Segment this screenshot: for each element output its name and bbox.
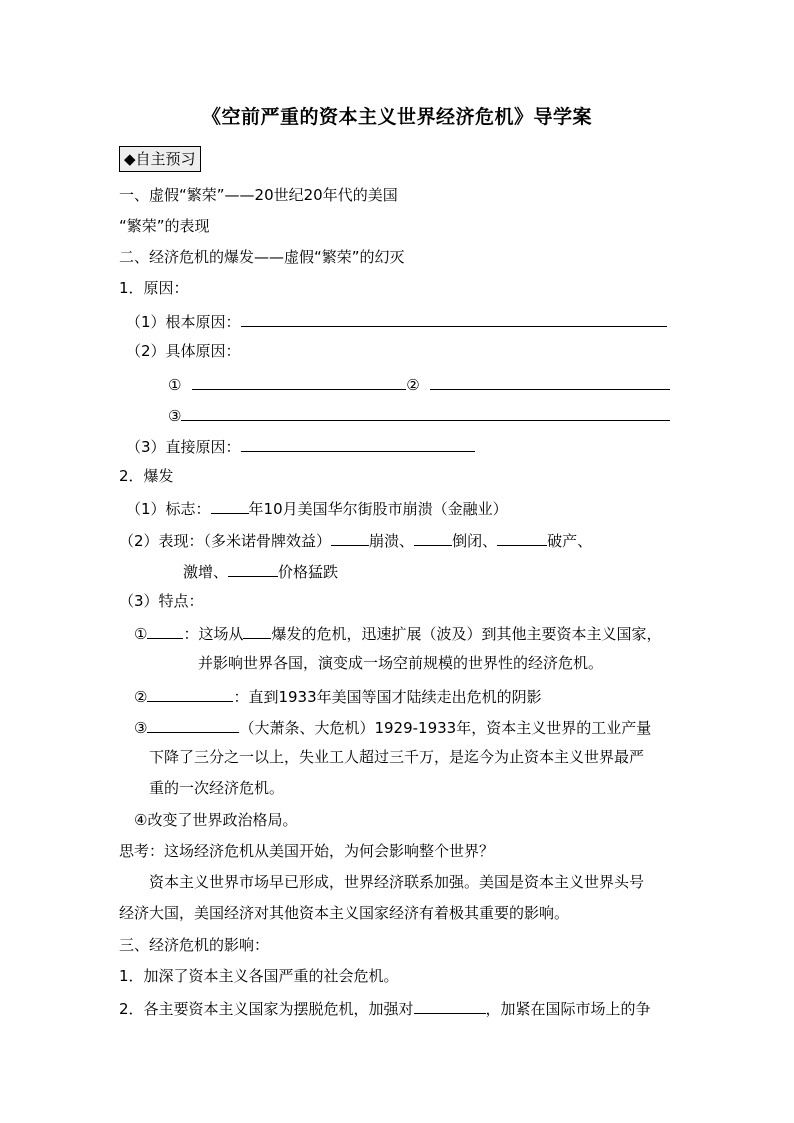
sign-label: （1）标志： [126,500,211,518]
year-blank[interactable] [211,496,249,514]
perf-text-c: 破产、 [547,532,593,550]
perf-text-b: 倒闭、 [452,532,498,550]
direct-cause-label: （3）直接原因： [126,438,241,456]
impact-2-text-b: ，加紧在国际市场上的争 [485,1000,651,1018]
part1-sub: “繁荣”的表现 [119,217,210,235]
perf-blank-1[interactable] [331,528,369,546]
outbreak-label: 2．爆发 [119,467,174,485]
feature-2-marker: ② [134,688,148,706]
feature-3-line2: 下降了三分之一以上，失业工人超过三千万，是迄今为止资本主义世界最严 [149,748,645,766]
feature-2-text: ：直到1933年美国等国才陆续走出危机的阴影 [233,688,542,706]
root-cause-blank[interactable] [241,309,667,327]
feature-3-blank[interactable] [147,715,239,733]
cause-marker-2: ② [406,376,420,394]
sign-row [126,496,508,520]
feature-1-blank-b[interactable] [243,621,271,639]
feature-1-row [134,621,661,645]
root-cause-label: （1）根本原因： [126,313,241,331]
feature-3-marker: ③ [134,719,148,737]
feature-2-blank[interactable] [147,684,233,702]
cause-blank-3[interactable] [181,403,670,421]
part3-heading: 三、经济危机的影响： [119,936,270,954]
feature-3-row [134,715,651,739]
perf-blank-3[interactable] [497,528,547,546]
causes-label: 1．原因： [119,279,189,297]
feature-4: ④改变了世界政治格局。 [134,811,298,829]
part1-heading: 一、虚假“繁荣”——20世纪20年代的美国 [119,186,398,204]
part2-heading: 二、经济危机的爆发——虚假“繁荣”的幻灭 [119,248,405,266]
performance-row-2 [183,559,338,583]
cause-marker-1: ① [168,376,182,394]
feature-1-text-c: 爆发的危机，迅速扩展（波及）到其他主要资本主义国家， [271,625,662,643]
performance-row [119,528,592,552]
specific-cause-row-1 [168,372,670,396]
cause-marker-3: ③ [168,407,182,425]
impact-2-text-a: 2．各主要资本主义国家为摆脱危机，加强对 [119,1000,414,1018]
cause-blank-2[interactable] [430,372,670,390]
feature-1-text-b: ：这场从 [183,625,244,643]
direct-cause-row [126,434,475,458]
specific-cause-label: （2）具体原因： [126,342,241,360]
impact-2-blank[interactable] [414,996,486,1014]
feature-3-line3: 重的一次经济危机。 [149,779,285,797]
cause-blank-1[interactable] [192,372,406,390]
feature-2-row [134,684,542,708]
perf-blank-4[interactable] [228,559,278,577]
feature-1-marker: ① [134,625,148,643]
perf-text-e: 价格猛跌 [278,563,339,581]
perf-text-d: 激增、 [183,563,229,581]
thinking-answer-2: 经济大国，美国经济对其他资本主义国家经济有着极其重要的影响。 [119,904,570,922]
feature-1-blank-a[interactable] [147,621,183,639]
direct-cause-blank[interactable] [241,434,475,452]
page-title: 《空前严重的资本主义世界经济危机》导学案 [201,106,592,128]
section-label-self-study: ◆自主预习 [119,146,201,172]
performance-label: （2）表现：（多米诺骨牌效益） [119,532,332,550]
impact-2-row [119,996,651,1020]
perf-text-a: 崩溃、 [369,532,415,550]
perf-blank-2[interactable] [414,528,452,546]
specific-cause-row-2 [168,403,670,427]
sign-text: 年10月美国华尔街股市崩溃（金融业） [248,500,508,518]
impact-1: 1．加深了资本主义各国严重的社会危机。 [119,967,399,985]
thinking-question: 思考：这场经济危机从美国开始，为何会影响整个世界？ [119,842,495,860]
features-label: （3）特点： [119,592,204,610]
feature-1-line2: 并影响世界各国，演变成一场空前规模的世界性的经济危机。 [198,654,604,672]
thinking-answer-1: 资本主义世界市场早已形成，世界经济联系加强。美国是资本主义世界头号 [149,873,645,891]
feature-3-text: （大萧条、大危机）1929-1933年，资本主义世界的工业产量 [239,719,652,737]
root-cause-row [126,309,667,333]
